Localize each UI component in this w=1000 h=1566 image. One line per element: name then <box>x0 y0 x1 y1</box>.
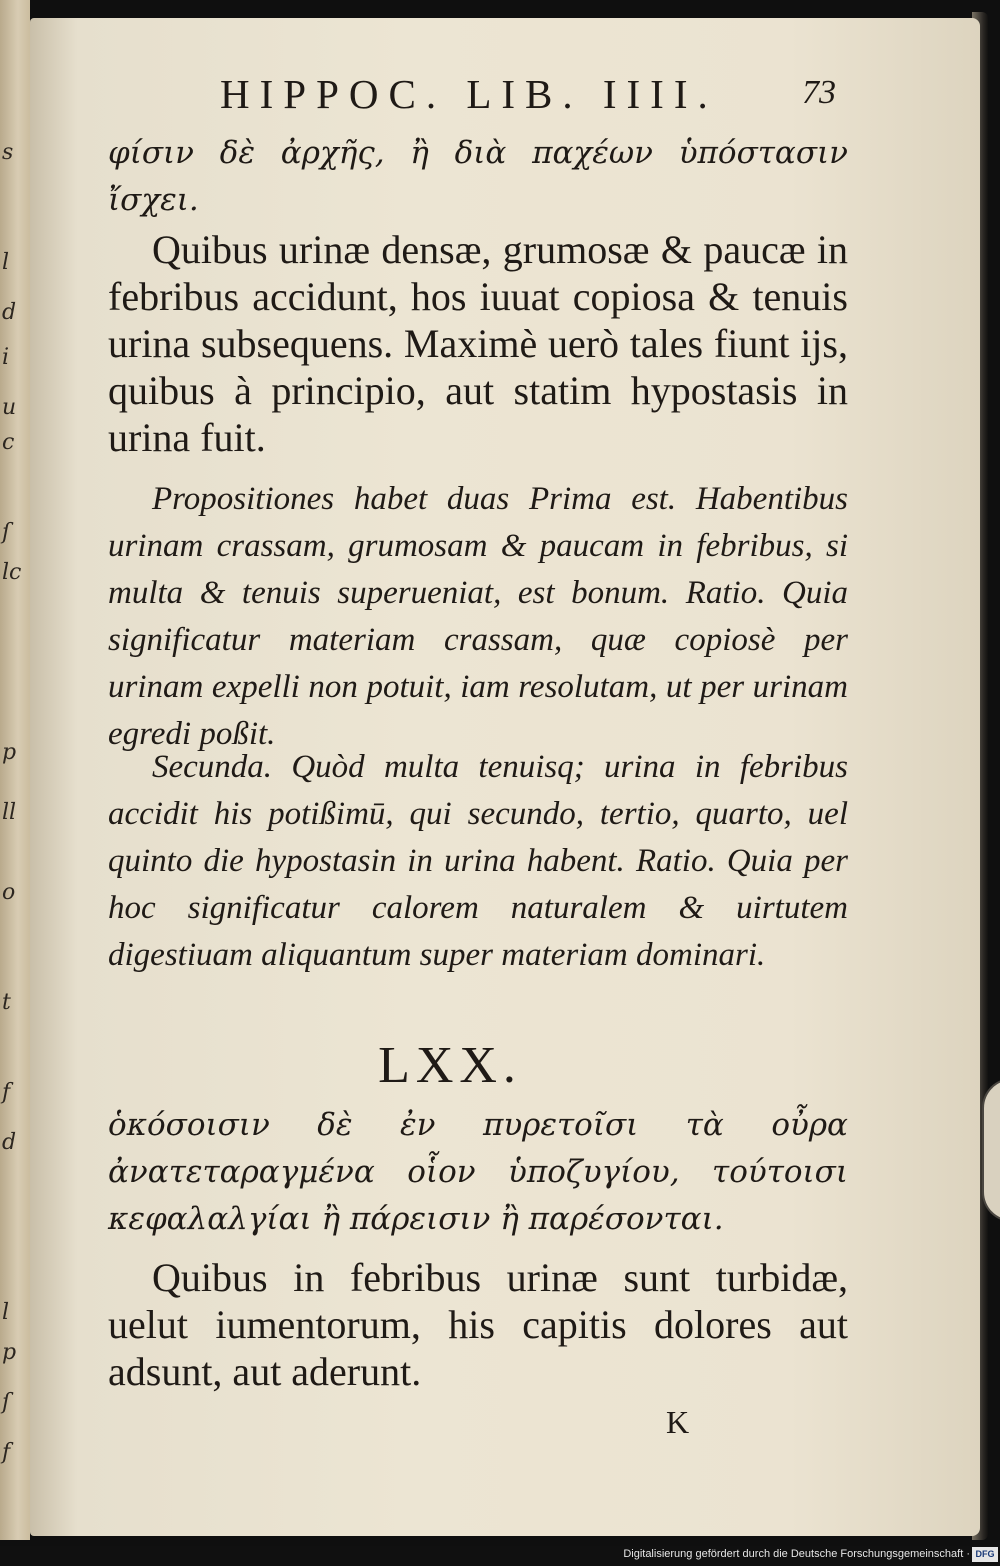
facing-page-fragment: f <box>2 1080 11 1105</box>
facing-page-edge <box>0 0 30 1540</box>
facing-page-fragment: ſ <box>2 1390 11 1415</box>
page-tab-mark <box>982 1078 1000 1222</box>
greek-passage-1: φίσιν δὲ ἀρχῆς, ἢ διὰ παχέων ὑπόστασιν ἴσχει. <box>108 135 848 218</box>
aphorism-70-latin: Quibus in febribus urinæ sunt turbidæ, uelut iumentorum, his capitis dolores aut adsunt, aut aderunt. <box>108 1255 848 1394</box>
greek-passage-2: ὁκόσοισιν δὲ ἐν πυρετοῖσι τὰ οὖρα ἀνατεταραγμένα οἷον ὑποζυγίου, τούτοισι κεφαλαλγίαι ἢ πάρεισιν ἢ παρέσονται. <box>108 1107 848 1237</box>
funding-credit: Digitalisierung gefördert durch die Deutsche Forschungsgemeinschaft · <box>623 1548 970 1560</box>
facing-page-fragment: l <box>2 1300 10 1325</box>
facing-page-fragment: s <box>2 140 14 165</box>
facing-page-fragment: p <box>2 1340 17 1365</box>
facing-page-fragment: c <box>2 430 15 455</box>
facing-page-fragment: i <box>2 345 10 370</box>
facing-page-fragment: f <box>2 1440 11 1465</box>
folio-number: 73 <box>802 74 836 111</box>
commentary-paragraph-1: Propositiones habet duas Prima est. Habentibus urinam crassam, grumosam & paucam in febribus, si multa & tenuis superueniat, est bonum. Ratio. Quia significatur materiam crassam, quæ copiosè per urinam expelli non potuit, iam resolutam, ut per urinam egredi poßit. <box>108 481 848 752</box>
facing-page-fragment: ſ <box>2 520 11 545</box>
facing-page-fragment: l <box>2 250 10 275</box>
book-page <box>30 18 980 1536</box>
signature-mark: K <box>666 1404 690 1440</box>
facing-page-fragment: o <box>2 880 16 905</box>
facing-page-fragment: u <box>2 395 17 420</box>
aphorism-number-heading: LXX. <box>378 1037 522 1094</box>
facing-page-fragment: d <box>2 1130 17 1155</box>
facing-page-fragment: ll <box>2 800 17 825</box>
facing-page-fragment: t <box>2 990 11 1015</box>
facing-page-fragment: p <box>2 740 17 765</box>
aphorism-69-latin: Quibus urinæ densæ, grumosæ & paucæ in febribus accidunt, hos iuuat copiosa & tenuis urina subsequens. Maximè uerò tales fiunt ijs, quibus à principio, aut statim hypostasis in urina fuit. <box>108 227 848 460</box>
dfg-logo-icon: DFG <box>972 1547 998 1562</box>
running-head-title: HIPPOC. LIB. IIII. <box>220 71 718 117</box>
facing-page-fragment: d <box>2 300 17 325</box>
facing-page-fragment: lc <box>2 560 22 585</box>
commentary-paragraph-2: Secunda. Quòd multa tenuisq; urina in febribus accidit his potißimū, qui secundo, tertio, quarto, uel quinto die hypostasin in urina habent. Ratio. Quia per hoc significatur calorem naturalem & uirtutem digestiuam aliquantum super materiam dominari. <box>108 749 848 973</box>
